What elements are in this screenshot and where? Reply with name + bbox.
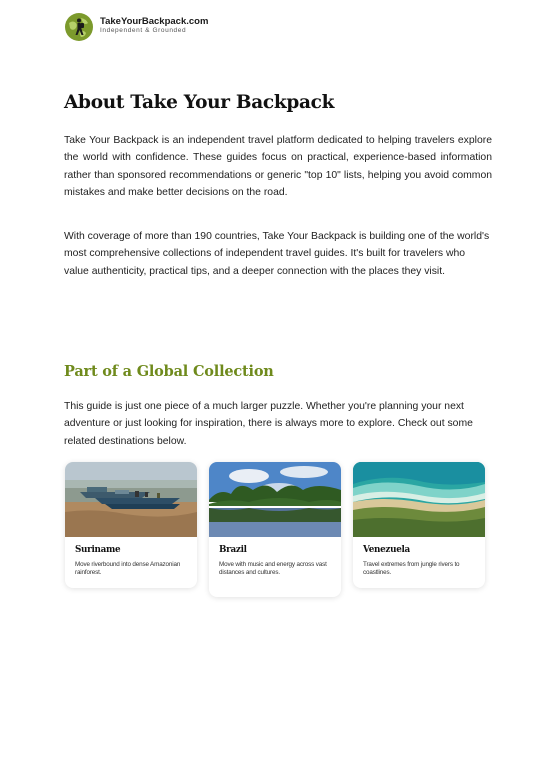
card-title: Suriname	[75, 545, 121, 555]
about-paragraph-2: With coverage of more than 190 countries, Take Your Backpack is building one of the world's most comprehensive collections of independent travel guides. It's built for travelers who value authenticity, practical tips, and a deeper connection with the places they visit.	[64, 231, 490, 277]
card-description: Move riverbound into dense Amazonian rainforest.	[75, 561, 181, 577]
brazil-river-photo	[209, 462, 341, 537]
collection-paragraph: This guide is just one piece of a much larger puzzle. Whether you're planning your next adventure or just looking for inspiration, there is always more to explore. Check out some related destinations below.	[64, 401, 473, 447]
venezuela-coast-photo	[353, 462, 485, 537]
destination-card-brazil[interactable]	[209, 462, 341, 597]
card-description: Travel extremes from jungle rivers to coastlines.	[363, 561, 460, 577]
destination-card-venezuela[interactable]	[353, 462, 485, 588]
about-title: About Take Your Backpack	[64, 92, 335, 113]
collection-title: Part of a Global Collection	[64, 363, 274, 380]
card-title: Brazil	[219, 545, 247, 555]
site-header	[64, 12, 264, 42]
card-description: Move with music and energy across vast distances and cultures.	[219, 561, 327, 577]
suriname-boats-photo	[65, 462, 197, 537]
about-paragraph-1: Take Your Backpack is an independent travel platform dedicated to helping travelers explore the world with confidence. These guides focus on practical, experience-based information rather than sponsored recommendations or generic "top 10" lists, helping you avoid common mistakes and make better decisions on the road.	[64, 135, 492, 198]
destination-card-suriname[interactable]	[65, 462, 197, 588]
brand-name[interactable]: TakeYourBackpack.com	[100, 16, 209, 27]
globe-hiker-logo-icon[interactable]	[64, 12, 94, 42]
card-title: Venezuela	[363, 545, 410, 555]
brand-tagline: Independent & Grounded	[100, 27, 187, 34]
